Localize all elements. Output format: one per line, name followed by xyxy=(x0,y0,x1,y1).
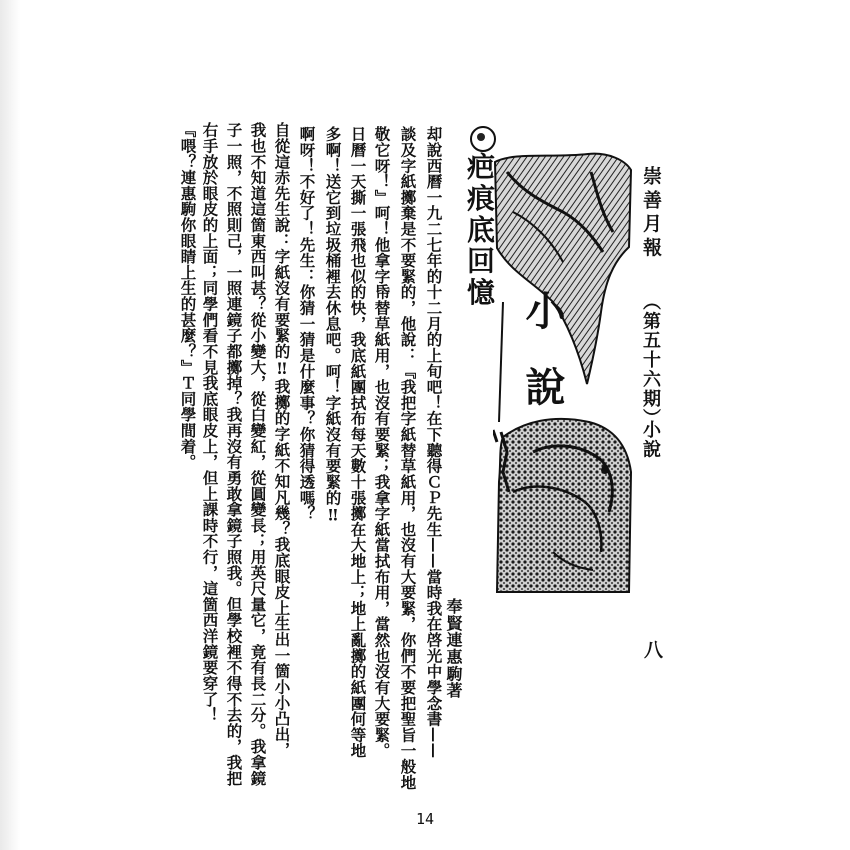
illustration-label-top: 小 xyxy=(519,290,566,331)
body-column: 談及字紙擲棄是不要緊的，他說：『我把字紙替草紙用，也沒有大要緊，你們不要把聖旨一般地 xyxy=(398,126,418,791)
page-number: 14 xyxy=(415,810,435,828)
illustration-label-bottom: 說 xyxy=(519,366,566,407)
body-column: 『喂？連惠駒你眼睛上生的甚麼？』Ｔ同學間着。 xyxy=(178,122,198,470)
body-column: 多啊！送它到垃圾桶裡去休息吧。呵！字紙沒有要緊的‼ xyxy=(323,126,343,525)
body-column: 日曆一天撕一張飛也似的快，我底紙團拭布每天數十張擲在大地上；地上亂擲的紙團何等地 xyxy=(348,126,368,759)
body-column: 右手放於眼皮的上面；同學們看不見我底眼皮上，但上課時不行，這箇西洋鏡要穿了！ xyxy=(200,122,220,723)
body-column: 自從這赤先生說：字紙沒有要緊的‼我擲的字紙不知凡幾？我底眼皮上生出一箇小小凸出， xyxy=(272,122,292,758)
body-column: 却說西曆一九二七年的十二月的上旬吧！在下聽得ＣＰ先生——當時我在啓光中學念書—— xyxy=(424,126,444,759)
body-column: 我也不知道這箇東西叫甚？從小變大，從白變紅，從圓變長；用英尺量它，竟有長二分。我拿鏡 xyxy=(248,122,268,787)
story-title: 疤痕底回憶 xyxy=(463,152,496,309)
issue-number: （第五十六期） xyxy=(640,292,661,429)
section-label: 小說 xyxy=(640,420,661,460)
magazine-title: 崇善月報 xyxy=(640,166,662,261)
body-column: 敬它呀！』呵！他拿字帋替草紙用，也沒有要緊；我拿字紙當拭布用，當然也沒有大要緊。 xyxy=(372,126,392,759)
body-column: 啊呀！不好了！先生：你猜一猜是什麼事？你猜得透嗎？ xyxy=(297,126,317,522)
scan-edge-shadow xyxy=(0,0,20,850)
story-author: 奉賢連惠駒著 xyxy=(444,598,463,699)
body-column: 子一照，不照則己，一照連鏡子都擲掉？我再沒有勇敢拿鏡子照我。但學校裡不得不去的，我把 xyxy=(224,122,244,787)
title-ornament-icon xyxy=(470,126,496,152)
header-page-label: 八 xyxy=(641,640,663,660)
